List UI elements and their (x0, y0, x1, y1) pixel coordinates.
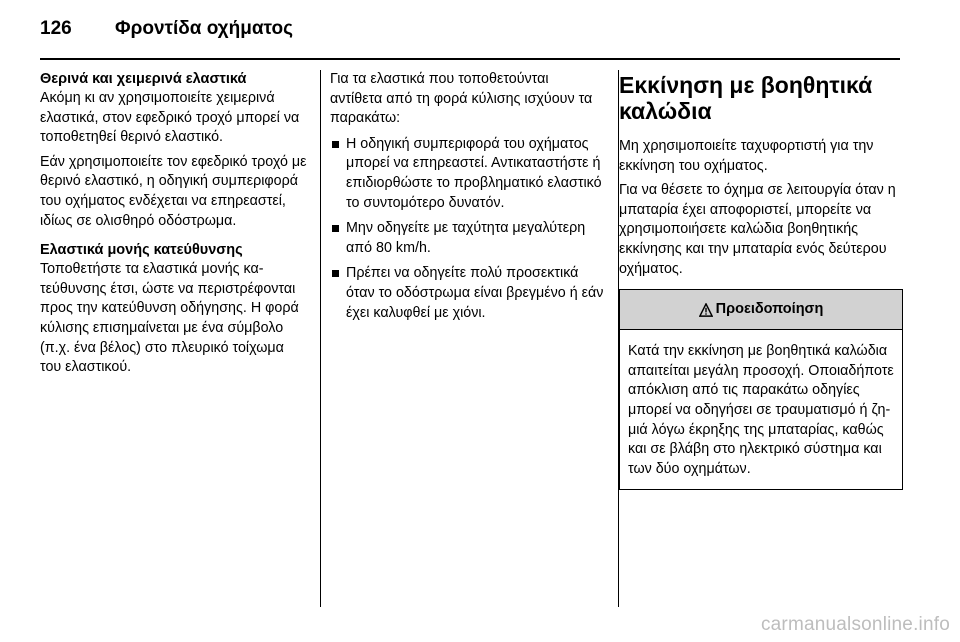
warning-box (619, 289, 903, 490)
section-heading-jump-starting: Εκκίνηση με βοηθητικά καλώδια (619, 72, 873, 124)
column-1 (40, 70, 308, 383)
warning-body: Κατά την εκκίνηση με βοηθητικά καλώδια απαιτείται μεγάλη προσοχή. Οποιαδήποτε απόκλιση από τις παρακάτω οδηγίες μπορεί να οδηγήσει σε τραυματισμό ή ζημιά λόγω έκρηξης της μπαταρίας, καθώς και σε βλάβη στο ηλεκτρικό σύστημα και των δύο οχημάτων. (628, 343, 894, 477)
header-divider (40, 58, 900, 60)
warning-header (620, 290, 902, 330)
page-number: 126 (40, 18, 72, 39)
section-heading-directional-tyres: Ελαστικά μονής κατεύθυνσης (40, 242, 243, 259)
list-item: Μην οδηγείτε με ταχύτητα μεγαλύτερη από 80 km/h. (330, 219, 604, 258)
paragraph: Ακόμη κι αν χρησιμοποιείτε χειμερινά ελαστικά, στον εφεδρικό τροχό μπορεί να τοποθετηθεί θερινό ελαστικό. (40, 90, 300, 146)
paragraph: Για να θέσετε το όχημα σε λειτουργία όταν η μπαταρία έχει αποφοριστεί, μπορείτε να χρησιμοποιήσετε καλώδια βοηθητικής εκκίνησης και την μπαταρία ενός δεύτερου οχήματος. (619, 182, 896, 277)
list-item: Πρέπει να οδηγείτε πολύ προσεκτικά όταν το οδόστρωμα είναι βρεγμένο ή εάν έχει καλυφθεί με χιόνι. (330, 264, 604, 323)
paragraph: Τοποθετήστε τα ελαστικά μονής κατεύθυνσης έτσι, ώστε να περιστρέφονται προς την κατεύθυνση οδήγησης. Η φορά κύλισης επισημαίνεται με ένα σύμβολο (π.χ. ένα βέλος) στο πλευρικό τοίχωμα του ελαστικού. (40, 261, 299, 376)
warning-triangle-icon (699, 303, 713, 317)
list-item: Η οδηγική συμπεριφορά του οχήματος μπορεί να επηρεαστεί. Αντικαταστήστε ή επιδιορθώστε το προβληματικό ελαστικό το συντομότερο δυνατόν. (330, 135, 604, 213)
section-heading-summer-winter-tyres: Θερινά και χειμερινά ελαστικά (40, 71, 247, 87)
warning-title: Προειδοποίηση (715, 300, 824, 317)
paragraph: Εάν χρησιμοποιείτε τον εφεδρικό τροχό με θερινό ελαστικό, η οδηγική συμπεριφορά του οχήματος ενδέχεται να επηρεαστεί, ιδίως σε ολισθηρό οδόστρωμα. (40, 153, 307, 229)
bullet-list (330, 135, 604, 323)
column-2 (330, 70, 604, 329)
column-divider-1 (320, 70, 321, 607)
paragraph: Μη χρησιμοποιείτε ταχυφορτιστή για την εκκίνηση του οχήματος. (619, 138, 874, 174)
paragraph: Για τα ελαστικά που τοποθετούνται αντίθετα από τη φορά κύλισης ισχύουν τα παρακάτω: (330, 71, 593, 127)
watermark-text: carmanualsonline.info (760, 614, 950, 635)
page-title: Φροντίδα οχήματος (115, 18, 293, 39)
column-3 (619, 70, 905, 490)
